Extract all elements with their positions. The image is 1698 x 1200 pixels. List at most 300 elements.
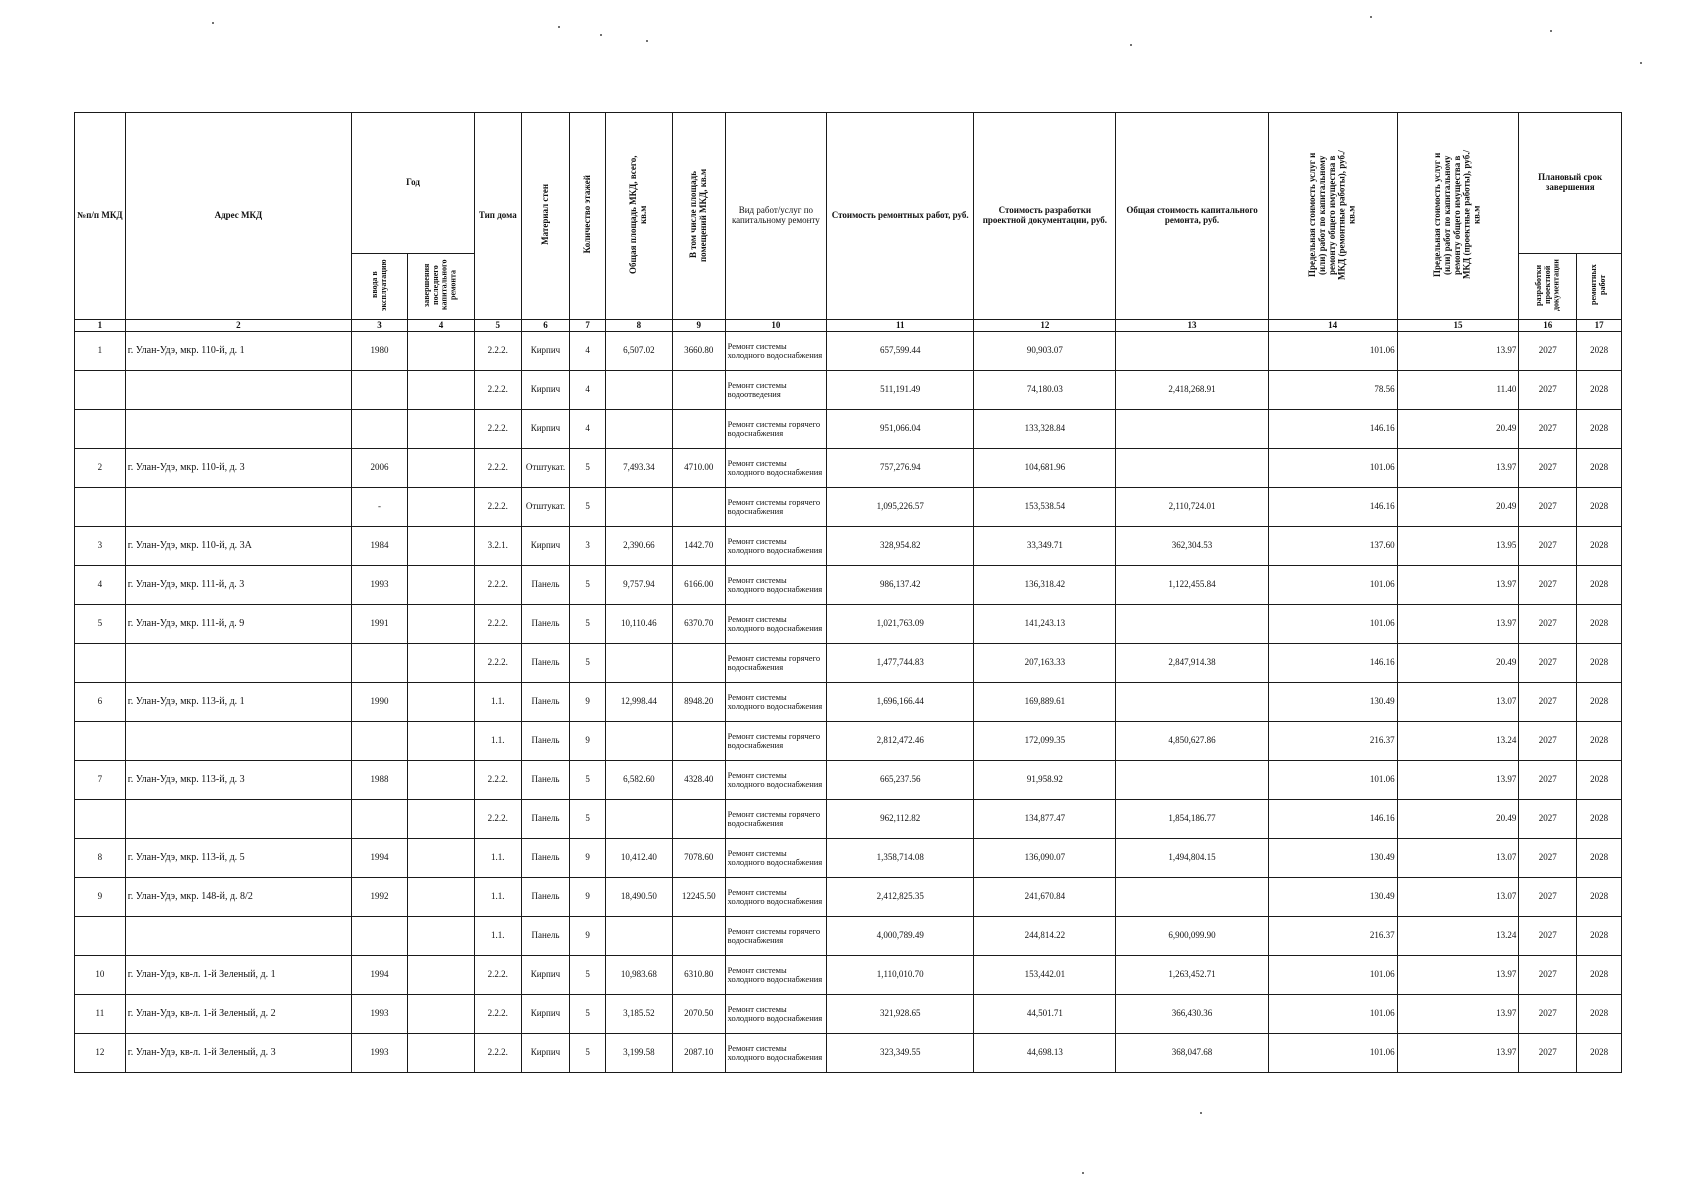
limit-design-cell: 13.07 [1397,682,1519,721]
header-total-area: Общая площадь МКД, всего, кв.м [605,113,672,320]
house-type-cell: 2.2.2. [474,994,521,1033]
scan-speck [212,22,214,24]
house-type-cell: 2.2.2. [474,448,521,487]
total-cost-cell: 1,494,804.15 [1116,838,1268,877]
work-type-cell: Ремонт системы горячего водоснабжения [725,916,827,955]
floors-cell: 4 [570,370,606,409]
limit-repair-cell: 137.60 [1268,526,1397,565]
floors-cell: 4 [570,409,606,448]
deadline-repair-cell: 2028 [1577,916,1622,955]
deadline-repair-cell: 2028 [1577,448,1622,487]
header-design-cost: Стоимость разработки проектной документации, руб. [974,113,1116,320]
column-number: 2 [125,319,351,331]
total-cost-cell: 1,263,452.71 [1116,955,1268,994]
limit-repair-cell: 101.06 [1268,1033,1397,1072]
work-type-cell: Ремонт системы холодного водоснабжения [725,565,827,604]
deadline-repair-cell: 2028 [1577,799,1622,838]
total-area-cell [605,409,672,448]
work-type-cell: Ремонт системы холодного водоснабжения [725,760,827,799]
year-commission-cell: 2006 [352,448,408,487]
limit-repair-cell: 216.37 [1268,721,1397,760]
premises-area-cell [672,487,725,526]
deadline-design-cell: 2027 [1519,994,1577,1033]
limit-design-cell: 13.97 [1397,604,1519,643]
row-number: 10 [75,955,126,994]
limit-design-cell: 13.97 [1397,448,1519,487]
address-cell: г. Улан-Удэ, мкр. 110-й, д. 3А [125,526,351,565]
premises-area-cell: 12245.50 [672,877,725,916]
repair-cost-cell: 1,358,714.08 [827,838,974,877]
year-last-repair-cell [407,643,474,682]
limit-repair-cell: 130.49 [1268,838,1397,877]
work-type-cell: Ремонт системы холодного водоснабжения [725,838,827,877]
floors-cell: 9 [570,682,606,721]
work-type-cell: Ремонт системы холодного водоснабжения [725,526,827,565]
row-number: 6 [75,682,126,721]
repair-cost-cell: 1,110,010.70 [827,955,974,994]
floors-cell: 5 [570,643,606,682]
house-type-cell: 1.1. [474,838,521,877]
deadline-repair-cell: 2028 [1577,370,1622,409]
deadline-repair-cell: 2028 [1577,331,1622,370]
year-last-repair-cell [407,721,474,760]
design-cost-cell: 169,889.61 [974,682,1116,721]
year-last-repair-cell [407,682,474,721]
repair-cost-cell: 962,112.82 [827,799,974,838]
year-commission-cell: 1991 [352,604,408,643]
design-cost-cell: 74,180.03 [974,370,1116,409]
work-type-cell: Ремонт системы горячего водоснабжения [725,487,827,526]
work-type-cell: Ремонт системы холодного водоснабжения [725,877,827,916]
house-type-cell: 2.2.2. [474,799,521,838]
premises-area-cell [672,643,725,682]
table-row [75,838,1622,877]
deadline-design-cell: 2027 [1519,370,1577,409]
wall-material-cell: Отштукат. [521,448,570,487]
work-type-cell: Ремонт системы холодного водоснабжения [725,331,827,370]
header-house-type: Тип дома [474,113,521,320]
column-number: 6 [521,319,570,331]
row-number: 5 [75,604,126,643]
row-number [75,721,126,760]
table-row [75,604,1622,643]
total-cost-cell [1116,448,1268,487]
limit-repair-cell: 101.06 [1268,760,1397,799]
column-number: 7 [570,319,606,331]
year-last-repair-cell [407,799,474,838]
deadline-design-cell: 2027 [1519,565,1577,604]
wall-material-cell: Кирпич [521,409,570,448]
work-type-cell: Ремонт системы холодного водоснабжения [725,994,827,1033]
house-type-cell: 2.2.2. [474,565,521,604]
design-cost-cell: 44,698.13 [974,1033,1116,1072]
floors-cell: 9 [570,877,606,916]
total-cost-cell: 362,304.53 [1116,526,1268,565]
deadline-design-cell: 2027 [1519,838,1577,877]
total-area-cell: 7,493.34 [605,448,672,487]
design-cost-cell: 153,442.01 [974,955,1116,994]
table-row [75,409,1622,448]
row-number: 3 [75,526,126,565]
premises-area-cell: 2070.50 [672,994,725,1033]
year-last-repair-cell [407,409,474,448]
wall-material-cell: Панель [521,721,570,760]
address-cell: г. Улан-Удэ, кв-л. 1-й Зеленый, д. 3 [125,1033,351,1072]
column-number: 1 [75,319,126,331]
address-cell: г. Улан-Удэ, кв-л. 1-й Зеленый, д. 1 [125,955,351,994]
total-cost-cell [1116,331,1268,370]
repair-cost-cell: 1,021,763.09 [827,604,974,643]
column-number: 4 [407,319,474,331]
premises-area-cell: 6166.00 [672,565,725,604]
header-address: Адрес МКД [125,113,351,320]
year-commission-cell: 1994 [352,838,408,877]
wall-material-cell: Отштукат. [521,487,570,526]
wall-material-cell: Панель [521,916,570,955]
year-commission-cell [352,799,408,838]
table-row [75,331,1622,370]
total-area-cell: 10,412.40 [605,838,672,877]
column-number: 12 [974,319,1116,331]
house-type-cell: 2.2.2. [474,643,521,682]
address-cell [125,721,351,760]
header-deadline: Плановый срок завершения [1519,113,1622,254]
floors-cell: 5 [570,565,606,604]
column-number: 14 [1268,319,1397,331]
limit-repair-cell: 101.06 [1268,565,1397,604]
premises-area-cell: 6310.80 [672,955,725,994]
row-number [75,916,126,955]
total-area-cell [605,487,672,526]
year-last-repair-cell [407,331,474,370]
repair-cost-cell: 665,237.56 [827,760,974,799]
deadline-repair-cell: 2028 [1577,565,1622,604]
total-area-cell [605,643,672,682]
column-number: 17 [1577,319,1622,331]
year-last-repair-cell [407,487,474,526]
deadline-design-cell: 2027 [1519,721,1577,760]
table-row [75,682,1622,721]
column-number: 15 [1397,319,1519,331]
design-cost-cell: 136,318.42 [974,565,1116,604]
header-num: №п/п МКД [75,113,126,320]
total-cost-cell: 1,122,455.84 [1116,565,1268,604]
house-type-cell: 2.2.2. [474,955,521,994]
deadline-design-cell: 2027 [1519,955,1577,994]
column-number: 16 [1519,319,1577,331]
table-row [75,1033,1622,1072]
deadline-design-cell: 2027 [1519,448,1577,487]
table-row [75,448,1622,487]
row-number: 7 [75,760,126,799]
house-type-cell: 2.2.2. [474,604,521,643]
header-premises-area: В том числе площадь помещений МКД, кв.м [672,113,725,320]
address-cell: г. Улан-Удэ, мкр. 110-й, д. 3 [125,448,351,487]
repair-cost-cell: 951,066.04 [827,409,974,448]
repair-cost-cell: 1,477,744.83 [827,643,974,682]
floors-cell: 9 [570,916,606,955]
premises-area-cell [672,799,725,838]
year-commission-cell: 1984 [352,526,408,565]
address-cell [125,370,351,409]
year-last-repair-cell [407,1033,474,1072]
table-row [75,955,1622,994]
table-body [75,331,1622,1072]
floors-cell: 5 [570,604,606,643]
house-type-cell: 2.2.2. [474,760,521,799]
header-work-type: Вид работ/услуг по капитальному ремонту [725,113,827,320]
table-row [75,916,1622,955]
design-cost-cell: 90,903.07 [974,331,1116,370]
total-cost-cell: 4,850,627.86 [1116,721,1268,760]
row-number: 11 [75,994,126,1033]
year-commission-cell: - [352,487,408,526]
year-last-repair-cell [407,760,474,799]
premises-area-cell: 8948.20 [672,682,725,721]
wall-material-cell: Кирпич [521,331,570,370]
deadline-repair-cell: 2028 [1577,721,1622,760]
deadline-design-cell: 2027 [1519,877,1577,916]
year-commission-cell: 1988 [352,760,408,799]
deadline-design-cell: 2027 [1519,760,1577,799]
header-year-commission: ввода в эксплуатацию [352,254,408,320]
year-commission-cell: 1993 [352,994,408,1033]
total-area-cell: 3,185.52 [605,994,672,1033]
design-cost-cell: 153,538.54 [974,487,1116,526]
deadline-design-cell: 2027 [1519,409,1577,448]
floors-cell: 9 [570,721,606,760]
year-commission-cell [352,643,408,682]
house-type-cell: 2.2.2. [474,487,521,526]
total-area-cell [605,370,672,409]
row-number [75,799,126,838]
house-type-cell: 2.2.2. [474,370,521,409]
year-last-repair-cell [407,916,474,955]
limit-design-cell: 20.49 [1397,487,1519,526]
year-last-repair-cell [407,370,474,409]
repair-cost-cell: 511,191.49 [827,370,974,409]
floors-cell: 5 [570,487,606,526]
total-area-cell: 2,390.66 [605,526,672,565]
house-type-cell: 1.1. [474,682,521,721]
work-type-cell: Ремонт системы горячего водоснабжения [725,409,827,448]
header-wall-material: Материал стен [521,113,570,320]
header-deadline-repair: ремонтных работ [1577,254,1622,320]
limit-repair-cell: 146.16 [1268,487,1397,526]
limit-design-cell: 13.97 [1397,1033,1519,1072]
total-area-cell [605,721,672,760]
premises-area-cell [672,370,725,409]
row-number: 1 [75,331,126,370]
premises-area-cell: 7078.60 [672,838,725,877]
address-cell [125,916,351,955]
scan-speck [646,40,648,42]
repair-cost-cell: 323,349.55 [827,1033,974,1072]
floors-cell: 5 [570,994,606,1033]
total-area-cell: 12,998.44 [605,682,672,721]
limit-design-cell: 20.49 [1397,643,1519,682]
work-type-cell: Ремонт системы горячего водоснабжения [725,721,827,760]
total-cost-cell: 6,900,099.90 [1116,916,1268,955]
row-number: 4 [75,565,126,604]
address-cell [125,643,351,682]
column-number: 13 [1116,319,1268,331]
limit-design-cell: 13.97 [1397,955,1519,994]
wall-material-cell: Панель [521,760,570,799]
house-type-cell: 1.1. [474,877,521,916]
premises-area-cell: 6370.70 [672,604,725,643]
total-cost-cell: 2,418,268.91 [1116,370,1268,409]
deadline-design-cell: 2027 [1519,331,1577,370]
floors-cell: 5 [570,760,606,799]
deadline-design-cell: 2027 [1519,799,1577,838]
wall-material-cell: Панель [521,643,570,682]
address-cell [125,409,351,448]
house-type-cell: 2.2.2. [474,331,521,370]
row-number: 9 [75,877,126,916]
table-row [75,799,1622,838]
design-cost-cell: 44,501.71 [974,994,1116,1033]
limit-design-cell: 13.07 [1397,877,1519,916]
work-type-cell: Ремонт системы холодного водоснабжения [725,604,827,643]
table-row [75,760,1622,799]
deadline-design-cell: 2027 [1519,916,1577,955]
scan-speck [1082,1172,1084,1174]
wall-material-cell: Кирпич [521,370,570,409]
work-type-cell: Ремонт системы холодного водоснабжения [725,448,827,487]
table-row [75,721,1622,760]
floors-cell: 5 [570,799,606,838]
limit-design-cell: 11.40 [1397,370,1519,409]
deadline-repair-cell: 2028 [1577,760,1622,799]
column-number: 11 [827,319,974,331]
scan-speck [558,26,560,28]
limit-design-cell: 13.24 [1397,721,1519,760]
table-row [75,487,1622,526]
scan-speck [1550,30,1552,32]
deadline-design-cell: 2027 [1519,643,1577,682]
column-number: 9 [672,319,725,331]
limit-repair-cell: 101.06 [1268,448,1397,487]
deadline-repair-cell: 2028 [1577,994,1622,1033]
total-cost-cell [1116,682,1268,721]
year-last-repair-cell [407,448,474,487]
design-cost-cell: 104,681.96 [974,448,1116,487]
repair-cost-cell: 986,137.42 [827,565,974,604]
repair-cost-cell: 2,412,825.35 [827,877,974,916]
design-cost-cell: 133,328.84 [974,409,1116,448]
column-number: 3 [352,319,408,331]
scan-speck [600,34,602,36]
header-limit-repair: Предельная стоимость услуг и (или) работ по капитальному ремонту общего имущества в МКД (ремонтные работы), руб./кв.м [1268,113,1397,320]
design-cost-cell: 141,243.13 [974,604,1116,643]
limit-design-cell: 13.07 [1397,838,1519,877]
year-commission-cell: 1993 [352,565,408,604]
header-limit-design: Предельная стоимость услуг и (или) работ по капитальному ремонту общего имущества в МКД (проектные работы), руб./кв.м [1397,113,1519,320]
limit-design-cell: 20.49 [1397,799,1519,838]
wall-material-cell: Кирпич [521,1033,570,1072]
row-number: 12 [75,1033,126,1072]
capital-repair-table [74,112,1622,1073]
year-commission-cell: 1980 [352,331,408,370]
total-area-cell: 10,110.46 [605,604,672,643]
total-cost-cell: 366,430.36 [1116,994,1268,1033]
limit-repair-cell: 216.37 [1268,916,1397,955]
table-row [75,643,1622,682]
address-cell: г. Улан-Удэ, мкр. 113-й, д. 1 [125,682,351,721]
deadline-repair-cell: 2028 [1577,1033,1622,1072]
total-area-cell [605,799,672,838]
total-area-cell: 3,199.58 [605,1033,672,1072]
house-type-cell: 1.1. [474,721,521,760]
house-type-cell: 1.1. [474,916,521,955]
year-commission-cell [352,916,408,955]
table-row [75,877,1622,916]
total-area-cell [605,916,672,955]
deadline-design-cell: 2027 [1519,487,1577,526]
column-number-row [75,319,1622,331]
floors-cell: 4 [570,331,606,370]
address-cell: г. Улан-Удэ, мкр. 113-й, д. 3 [125,760,351,799]
deadline-design-cell: 2027 [1519,682,1577,721]
limit-repair-cell: 101.06 [1268,604,1397,643]
row-number [75,409,126,448]
header-total-cost: Общая стоимость капитального ремонта, руб. [1116,113,1268,320]
work-type-cell: Ремонт системы холодного водоснабжения [725,682,827,721]
wall-material-cell: Панель [521,877,570,916]
deadline-repair-cell: 2028 [1577,643,1622,682]
work-type-cell: Ремонт системы холодного водоснабжения [725,955,827,994]
floors-cell: 5 [570,448,606,487]
column-number: 5 [474,319,521,331]
premises-area-cell [672,721,725,760]
address-cell [125,487,351,526]
column-number: 8 [605,319,672,331]
work-type-cell: Ремонт системы водоотведения [725,370,827,409]
year-last-repair-cell [407,994,474,1033]
row-number [75,643,126,682]
work-type-cell: Ремонт системы горячего водоснабжения [725,643,827,682]
header-year-last-repair: завершения последнего капитального ремонта [407,254,474,320]
total-area-cell: 18,490.50 [605,877,672,916]
premises-area-cell: 2087.10 [672,1033,725,1072]
premises-area-cell: 1442.70 [672,526,725,565]
total-cost-cell: 368,047.68 [1116,1033,1268,1072]
limit-repair-cell: 146.16 [1268,799,1397,838]
deadline-repair-cell: 2028 [1577,955,1622,994]
total-cost-cell: 2,110,724.01 [1116,487,1268,526]
address-cell: г. Улан-Удэ, мкр. 113-й, д. 5 [125,838,351,877]
deadline-repair-cell: 2028 [1577,877,1622,916]
header-deadline-design: разработки проектной документации [1519,254,1577,320]
deadline-repair-cell: 2028 [1577,487,1622,526]
premises-area-cell [672,409,725,448]
premises-area-cell: 4328.40 [672,760,725,799]
limit-repair-cell: 130.49 [1268,682,1397,721]
floors-cell: 9 [570,838,606,877]
work-type-cell: Ремонт системы холодного водоснабжения [725,1033,827,1072]
repair-cost-cell: 1,696,166.44 [827,682,974,721]
design-cost-cell: 207,163.33 [974,643,1116,682]
limit-repair-cell: 146.16 [1268,409,1397,448]
year-last-repair-cell [407,877,474,916]
limit-repair-cell: 101.06 [1268,994,1397,1033]
work-type-cell: Ремонт системы горячего водоснабжения [725,799,827,838]
wall-material-cell: Кирпич [521,955,570,994]
total-cost-cell: 1,854,186.77 [1116,799,1268,838]
header-floors: Количество этажей [570,113,606,320]
row-number: 8 [75,838,126,877]
